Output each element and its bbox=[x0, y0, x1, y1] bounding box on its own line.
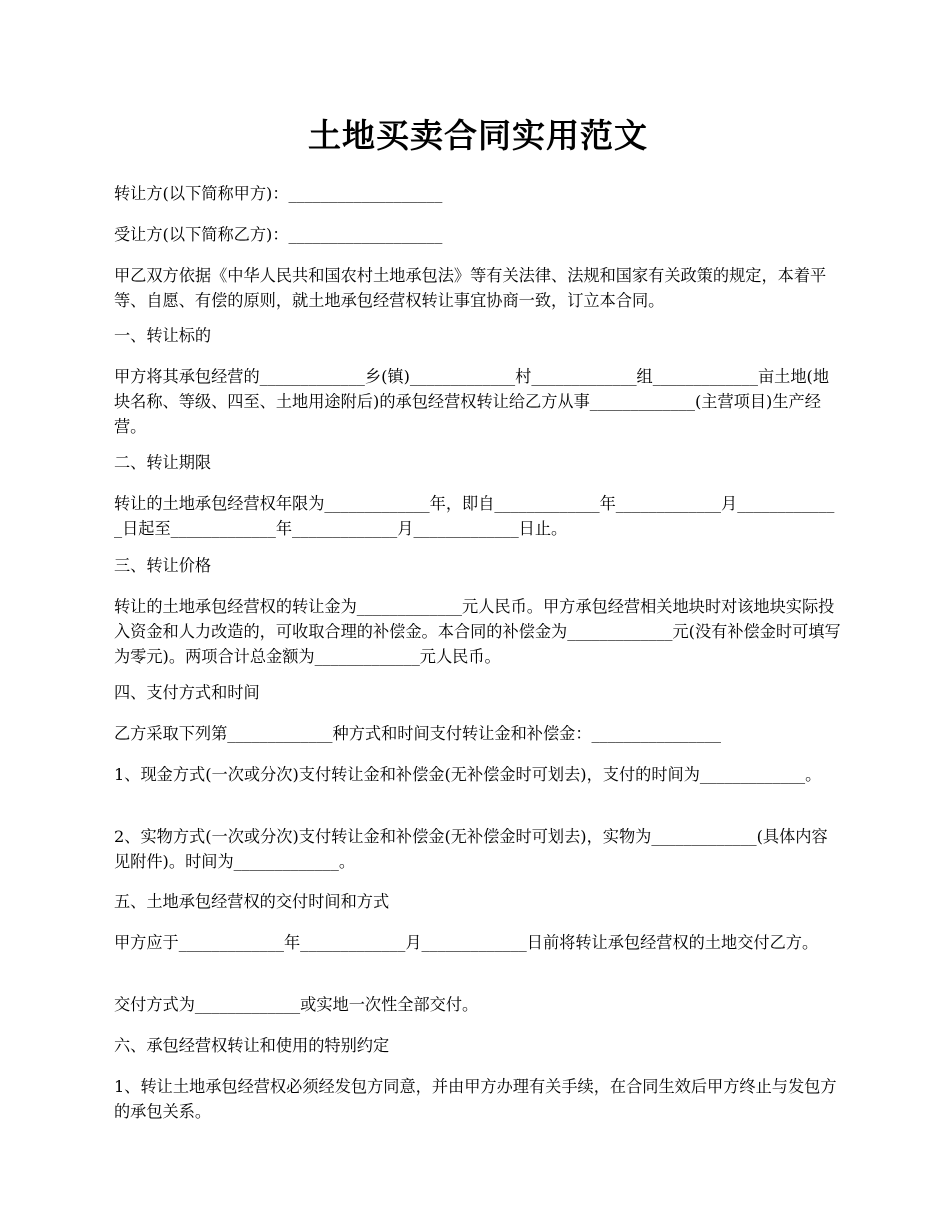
section-3-heading: 三、转让价格 bbox=[114, 556, 212, 575]
section-2-body: 转让的土地承包经营权年限为_____________年，即自_____________年_____________月_____________日起至_____________年_____________月_____________日止。 bbox=[114, 494, 835, 538]
section-1-heading: 一、转让标的 bbox=[114, 326, 212, 345]
section-5-body: 甲方应于_____________年_____________月_____________日前将转让承包经营权的土地交付乙方。 bbox=[114, 933, 819, 952]
party-a-line: 转让方(以下简称甲方)：___________________ bbox=[114, 184, 443, 203]
party-b-line: 受让方(以下简称乙方)：___________________ bbox=[114, 225, 443, 244]
section-3-body: 转让的土地承包经营权的转让金为_____________元人民币。甲方承包经营相关地块时对该地块实际投入资金和人力改造的，可收取合理的补偿金。本合同的补偿金为_____________元(没有补偿金时可填写为零元)。两项合计总金额为_____________元人民币。 bbox=[114, 597, 841, 666]
payment-option-2: 2、实物方式(一次或分次)支付转让金和补偿金(无补偿金时可划去)，实物为_____________(具体内容见附件)。时间为_____________。 bbox=[114, 827, 828, 871]
section-4-heading: 四、支付方式和时间 bbox=[114, 683, 260, 702]
document-title: 土地买卖合同实用范文 bbox=[308, 116, 648, 155]
payment-option-1: 1、现金方式(一次或分次)支付转让金和补偿金(无补偿金时可划去)，支付的时间为_____________。 bbox=[114, 765, 822, 784]
preamble-paragraph: 甲乙双方依据《中华人民共和国农村土地承包法》等有关法律、法规和国家有关政策的规定，本着平等、自愿、有偿的原则，就土地承包经营权转让事宜协商一致，订立本合同。 bbox=[114, 266, 827, 310]
section-5-heading: 五、土地承包经营权的交付时间和方式 bbox=[114, 892, 390, 911]
section-6-heading: 六、承包经营权转让和使用的特别约定 bbox=[114, 1036, 390, 1055]
section-1-body: 甲方将其承包经营的_____________乡(镇)_____________村_____________组_____________亩土地(地块名称、等级、四至、土地用途附后)的承包经营权转让给乙方从事_____________(主营项目)生产经营。 bbox=[114, 367, 830, 436]
section-4-body: 乙方采取下列第_____________种方式和时间支付转让金和补偿金：________________ bbox=[114, 724, 722, 743]
special-term-1: 1、转让土地承包经营权必须经发包方同意，并由甲方办理有关手续，在合同生效后甲方终止与发包方的承包关系。 bbox=[114, 1077, 837, 1121]
section-2-heading: 二、转让期限 bbox=[114, 453, 212, 472]
delivery-method-line: 交付方式为_____________或实地一次性全部交付。 bbox=[114, 995, 479, 1014]
